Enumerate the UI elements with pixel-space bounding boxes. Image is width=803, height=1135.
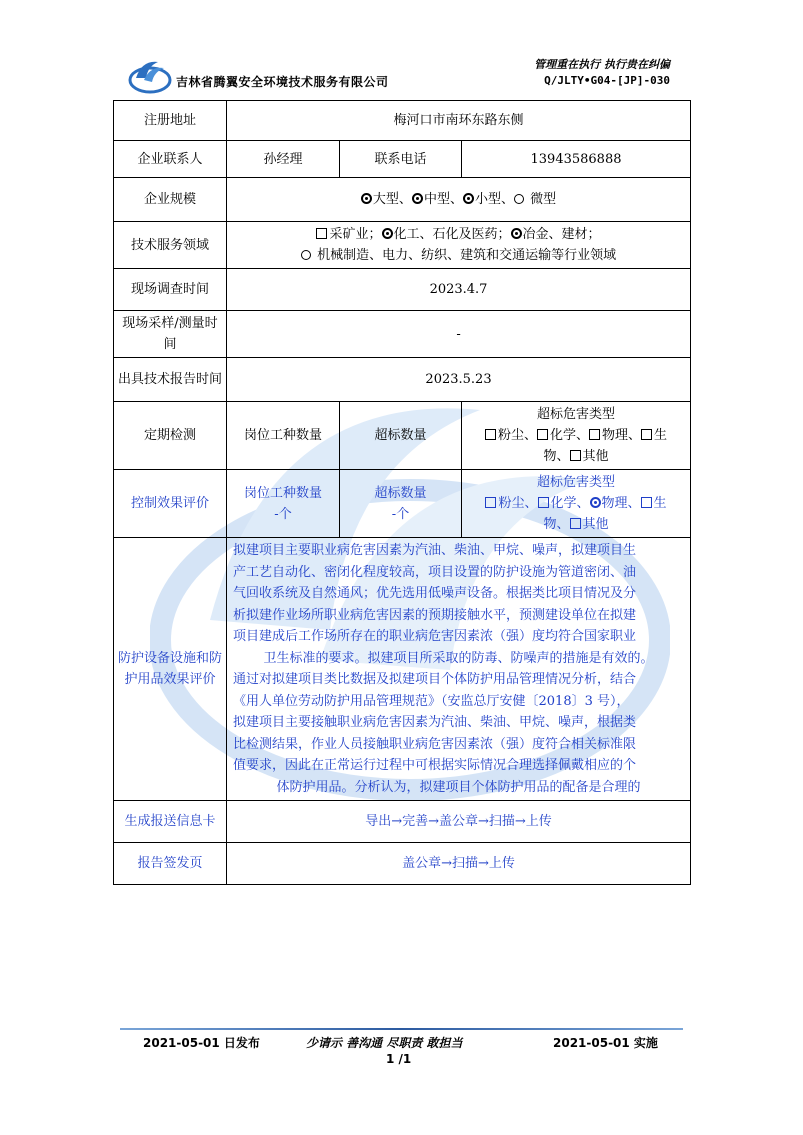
hazard-other: 其他 <box>582 517 609 532</box>
page-header <box>0 0 803 100</box>
sign-steps: 盖公章→扫描→上传 <box>227 843 691 885</box>
scale-medium: 中型、 <box>423 192 463 207</box>
protect-line: 拟建项目主要职业病危害因素为汽油、柴油、甲烷、噪声，拟建项目生 <box>233 543 637 558</box>
checkbox-icon <box>570 518 581 529</box>
field-manufacturing: 机械制造、电力、纺织、建筑和交通运输等行业领域 <box>312 248 617 263</box>
contact-name: 孙经理 <box>227 141 340 178</box>
control-posts-label: 岗位工种数量 <box>243 485 322 501</box>
company-logo-icon <box>128 56 172 94</box>
control-hazards <box>462 470 691 538</box>
hazard-bio-a: 生 <box>654 428 668 443</box>
control-hazard-title: 超标危害类型 <box>537 475 616 490</box>
page-number: 1 /1 <box>386 1052 412 1066</box>
registration-table <box>113 100 691 885</box>
field-label: 技术服务领域 <box>114 222 227 269</box>
company-name: 吉林省腾翼安全环境技术服务有限公司 <box>176 75 389 89</box>
scale-label: 企业规模 <box>114 178 227 222</box>
sign-label: 报告签发页 <box>114 843 227 885</box>
report-date: 2023.5.23 <box>227 358 691 402</box>
checkbox-icon <box>570 450 581 461</box>
periodic-label: 定期检测 <box>114 402 227 470</box>
protect-line: 比检测结果，作业人员接触职业病危害因素浓（强）度符合相关标准限 <box>233 736 637 752</box>
checkbox-icon <box>641 497 652 508</box>
protect-line: 析拟建作业场所职业病危害因素的预期接触水平，预测建设单位在拟建 <box>233 607 637 623</box>
sampling-value: - <box>227 311 691 358</box>
protect-line: 项目建成后工作场所存在的职业病危害因素浓（强）度均符合国家职业 <box>233 629 637 644</box>
selected-radio-icon <box>361 193 372 204</box>
field-options <box>227 222 691 269</box>
field-metallurgy: 冶金、建材； <box>522 227 601 242</box>
periodic-posts: 岗位工种数量 <box>227 402 340 470</box>
checkbox-icon <box>485 497 496 508</box>
scale-large: 大型、 <box>372 192 412 207</box>
selected-radio-icon <box>412 193 423 204</box>
checkbox-icon <box>537 429 548 440</box>
unselected-radio-icon <box>514 194 524 204</box>
control-label: 控制效果评价 <box>114 470 227 538</box>
survey-date: 2023.4.7 <box>227 269 691 311</box>
survey-label: 现场调查时间 <box>114 269 227 311</box>
hazard-physical: 物理、 <box>601 496 641 511</box>
protect-label: 防护设备设施和防护用品效果评价 <box>114 538 227 801</box>
control-posts-value: -个 <box>274 506 292 522</box>
hazard-bio-b: 物、 <box>543 449 570 464</box>
hazard-chemical: 化学、 <box>550 496 590 511</box>
footer-slogan: 少请示 善沟通 尽职责 敢担当 <box>306 1036 463 1050</box>
checkbox-icon <box>538 497 549 508</box>
footer-divider <box>120 1028 683 1030</box>
scale-micro: 微型 <box>525 192 557 207</box>
hazard-other: 其他 <box>582 449 609 464</box>
protect-line: 通过对拟建项目类比数据及拟建项目个体防护用品管理情况分析，结合 <box>233 672 637 687</box>
protect-line: 卫生标准的要求。拟建项目所采取的防毒、防噪声的措施是有效的。 <box>263 650 654 666</box>
protect-line: 气回收系统及自然通风；优先选用低噪声设备。根据类比项目情况及分 <box>233 586 637 601</box>
hazard-bio-b: 物、 <box>543 517 570 532</box>
protect-line: 拟建项目主要接触职业病危害因素为汽油、柴油、甲烷、噪声，根据类 <box>233 715 637 730</box>
scale-options <box>227 178 691 222</box>
protect-line: 产工艺自动化、密闭化程度较高，项目设置的防护设施为管道密闭、油 <box>233 564 637 580</box>
periodic-exceed: 超标数量 <box>340 402 462 470</box>
hazard-dust: 粉尘、 <box>498 496 538 511</box>
info-card-steps: 导出→完善→盖公章→扫描→上传 <box>227 801 691 843</box>
protect-line: 值要求，因此在正常运行过程中可根据实际情况合理选择佩戴相应的个 <box>233 758 637 773</box>
reg-address-label: 注册地址 <box>114 101 227 141</box>
report-label: 出具技术报告时间 <box>114 358 227 402</box>
checkbox-icon <box>641 429 652 440</box>
selected-radio-icon <box>511 228 522 239</box>
phone-label: 联系电话 <box>340 141 462 178</box>
checkbox-icon <box>485 429 496 440</box>
implement-date: 2021-05-01 实施 <box>553 1036 658 1050</box>
protect-line: 《用人单位劳动防护用品管理规范》（安监总厅安健〔2018〕3 号）， <box>233 693 630 709</box>
hazard-chemical: 化学、 <box>550 428 590 443</box>
selected-radio-icon <box>382 228 393 239</box>
scale-small: 小型、 <box>474 192 514 207</box>
document-code: Q/JLTY•G04-[JP]-030 <box>544 74 670 87</box>
field-mining: 采矿业； <box>329 227 382 242</box>
control-exceed-value: -个 <box>391 506 410 522</box>
publish-date: 2021-05-01 日发布 <box>143 1036 260 1050</box>
info-card-label: 生成报送信息卡 <box>114 801 227 843</box>
reg-address-value: 梅河口市南环东路东侧 <box>227 101 691 141</box>
checkbox-icon <box>316 228 327 239</box>
control-posts <box>227 470 340 538</box>
periodic-hazard-title: 超标危害类型 <box>537 407 616 422</box>
header-motto: 管理重在执行 执行贵在纠偏 <box>534 58 670 71</box>
selected-radio-icon <box>590 497 601 508</box>
hazard-bio-a: 生 <box>653 496 667 511</box>
control-exceed-label: 超标数量 <box>374 485 427 501</box>
field-chemical: 化工、石化及医药； <box>393 227 511 242</box>
protect-description <box>227 538 691 801</box>
periodic-hazards <box>462 402 691 470</box>
selected-radio-icon <box>463 193 474 204</box>
phone-value: 13943586888 <box>462 141 691 178</box>
control-exceed <box>340 470 462 538</box>
checkbox-icon <box>589 429 600 440</box>
contact-label: 企业联系人 <box>114 141 227 178</box>
protect-line: 体防护用品。分析认为，拟建项目个体防护用品的配备是合理的 <box>276 779 641 795</box>
hazard-physical: 物理、 <box>602 428 642 443</box>
unselected-radio-icon <box>301 250 311 260</box>
sampling-label: 现场采样/测量时间 <box>114 311 227 358</box>
hazard-dust: 粉尘、 <box>497 428 537 443</box>
